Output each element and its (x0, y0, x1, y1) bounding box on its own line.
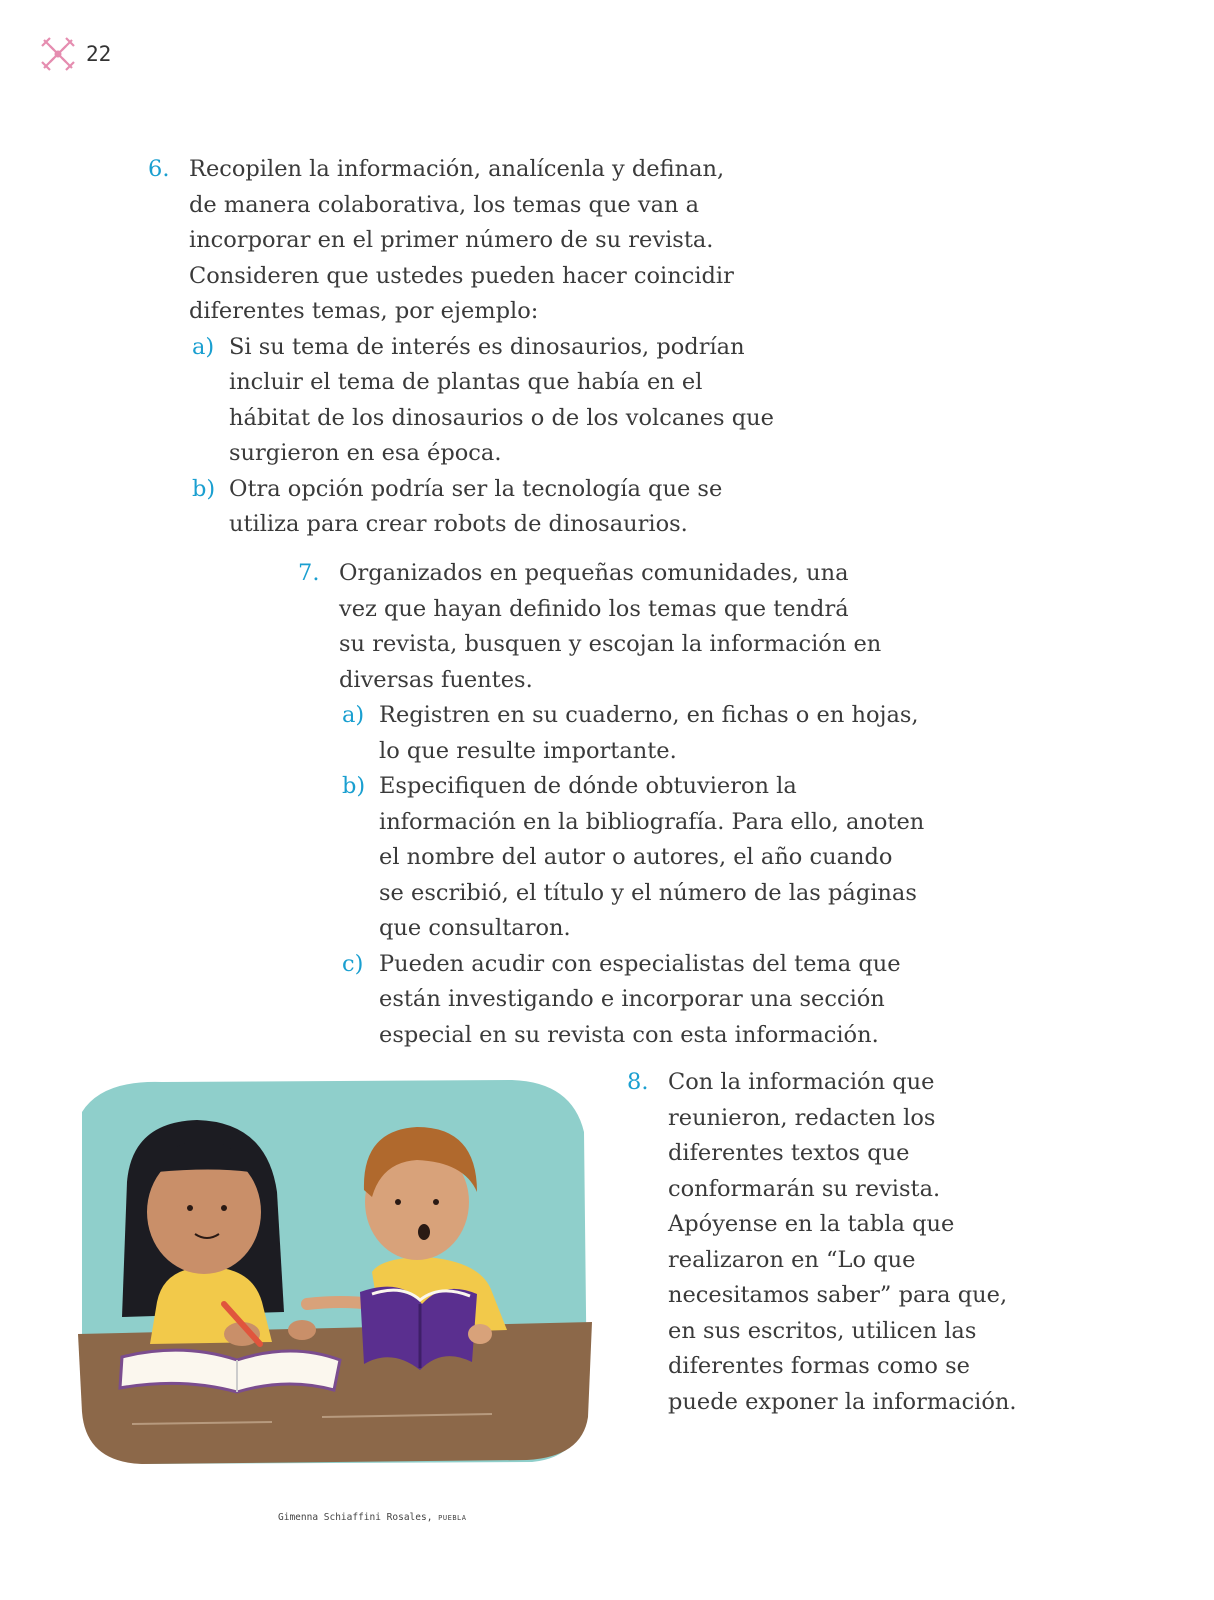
text-line: Especifiquen de dónde obtuvieron la (379, 773, 797, 799)
text-line: incluir el tema de plantas que había en el (229, 369, 703, 395)
text-line: puede exponer la información. (668, 1388, 1017, 1415)
page-number: 22 (86, 42, 112, 66)
credit-name: Gimenna Schiaffini Rosales, (278, 1512, 433, 1523)
text-line: lo que resulte importante. (379, 737, 677, 764)
text-line: el nombre del autor o autores, el año cuando (379, 844, 893, 870)
text-line: Registren en su cuaderno, en fichas o en hojas, (379, 702, 919, 728)
text-line: información en la bibliografía. Para ello, anoten (379, 808, 925, 835)
text-line: Otra opción podría ser la tecnología que se (229, 475, 723, 502)
text-line: Pueden acudir con especialistas del tema que (379, 950, 901, 977)
text-line: realizaron en “Lo que (668, 1246, 916, 1273)
text-line: utiliza para crear robots de dinosaurios. (229, 511, 688, 537)
item-7-number: 7. (298, 560, 320, 586)
text-line: de manera colaborativa, los temas que van a (189, 191, 700, 218)
item-6-number: 6. (148, 156, 170, 182)
item-6-text (189, 152, 848, 330)
item-6 (148, 152, 848, 543)
text-line: Si su tema de interés es dinosaurios, podrían (229, 333, 745, 360)
text-line: vez que hayan definido los temas que tendrá (339, 595, 849, 622)
illustration-credit (278, 1512, 466, 1523)
item-8-number: 8. (627, 1069, 649, 1095)
decorative-star-icon (40, 36, 76, 72)
item-8 (627, 1065, 1067, 1420)
item-7-text (339, 556, 998, 698)
text-line: Recopilen la información, analícenla y definan, (189, 156, 725, 182)
item-7 (298, 556, 998, 1053)
item-7c-letter: c) (342, 950, 364, 977)
item-8-text (668, 1065, 1067, 1420)
text-line: diferentes textos que (668, 1140, 910, 1166)
text-line: surgieron en esa época. (229, 440, 502, 466)
item-6a-letter: a) (192, 333, 215, 360)
text-line: Consideren que ustedes pueden hacer coincidir (189, 262, 734, 289)
item-7c (339, 947, 998, 1054)
item-7b (339, 769, 998, 947)
text-line: diversas fuentes. (339, 666, 533, 693)
text-line: especial en su revista con esta información. (379, 1021, 879, 1048)
children-reading-illustration (72, 1072, 600, 1472)
item-7a (339, 698, 998, 769)
text-line: Apóyense en la tabla que (668, 1211, 955, 1237)
text-line: en sus escritos, utilicen las (668, 1317, 977, 1344)
text-line: Organizados en pequeñas comunidades, una (339, 560, 849, 586)
text-line: hábitat de los dinosaurios o de los volcanes que (229, 404, 774, 431)
item-6a (189, 330, 848, 472)
text-line: están investigando e incorporar una sección (379, 986, 885, 1012)
text-line: su revista, busquen y escojan la información en (339, 631, 882, 657)
text-line: conformarán su revista. (668, 1175, 941, 1202)
item-7a-letter: a) (342, 702, 365, 728)
text-line: necesitamos saber” para que, (668, 1282, 1008, 1308)
item-6b (189, 472, 848, 543)
text-line: que consultaron. (379, 915, 571, 941)
text-line: diferentes temas, por ejemplo: (189, 298, 539, 324)
text-line: se escribió, el título y el número de las páginas (379, 879, 917, 906)
credit-place: PUEBLA (438, 1514, 467, 1522)
item-7b-letter: b) (342, 773, 366, 799)
text-line: reunieron, redacten los (668, 1104, 936, 1131)
text-line: incorporar en el primer número de su revista. (189, 227, 714, 253)
item-6b-letter: b) (192, 475, 216, 502)
page-header (40, 36, 111, 72)
text-line: diferentes formas como se (668, 1353, 970, 1379)
text-line: Con la información que (668, 1069, 935, 1095)
